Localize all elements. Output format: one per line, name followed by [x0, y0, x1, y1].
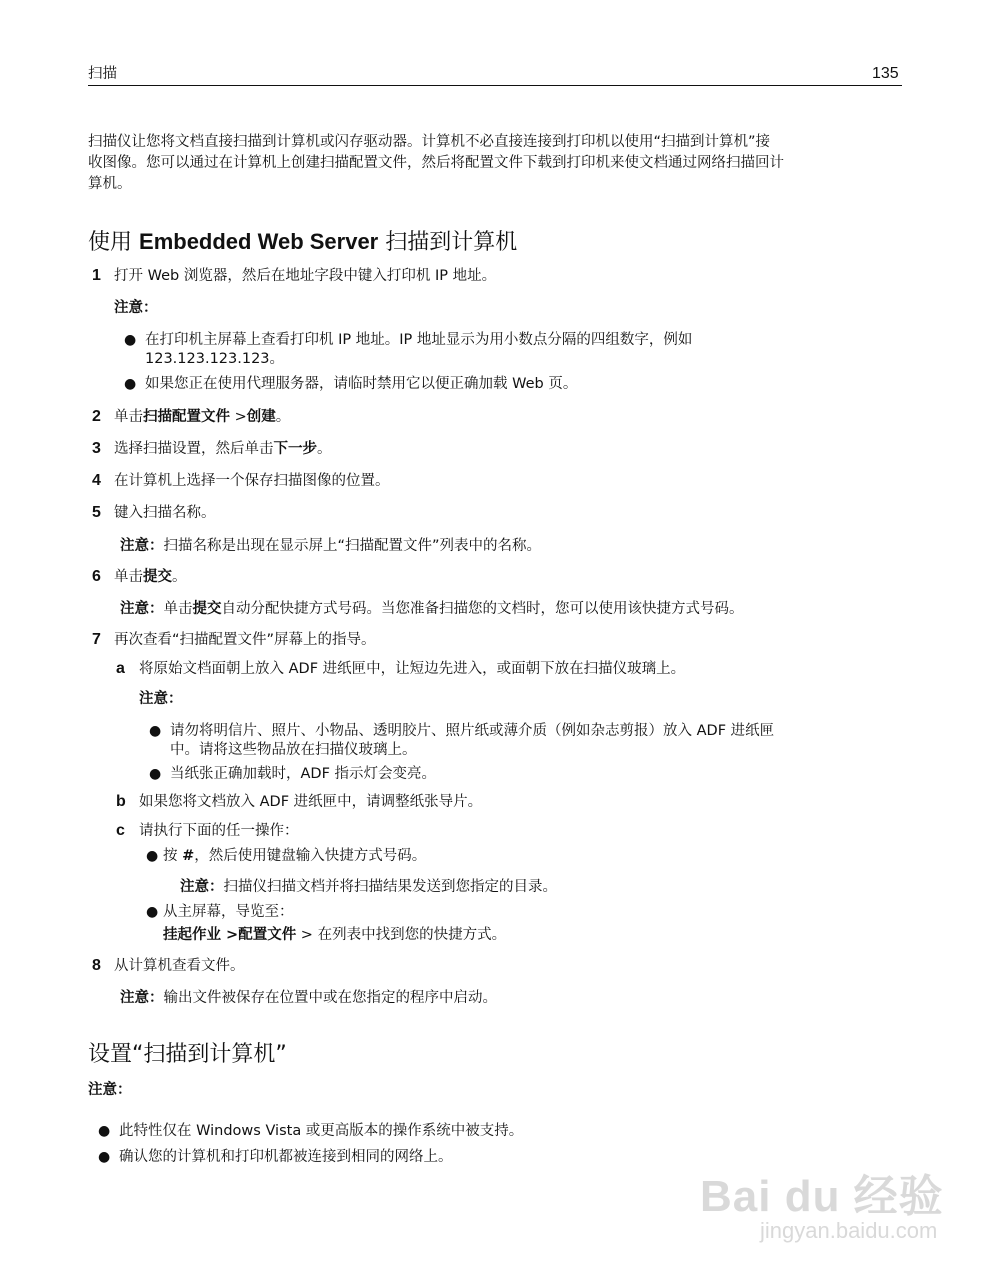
step-number: 7 [92, 631, 101, 648]
text: 单击 [114, 409, 143, 425]
note [180, 877, 557, 897]
text: > 在列表中找到您的快捷方式。 [296, 927, 507, 943]
step-text: 再次查看“扫描配置文件”屏幕上的指导。 [114, 632, 376, 648]
bullet: ● [146, 904, 159, 920]
heading-part: 使用 [88, 230, 133, 255]
substep-letter: a [116, 660, 125, 677]
note [120, 536, 541, 556]
text: 自动分配快捷方式号码。当您准备扫描您的文档时，您可以使用该快捷方式号码。 [221, 601, 744, 617]
running-header-section: 扫描 [88, 66, 117, 82]
page-number: 135 [872, 65, 899, 82]
note-label: 注意： [88, 1082, 132, 1098]
step-number: 4 [92, 472, 101, 489]
bullet: ● [98, 1149, 111, 1165]
bullet-text [163, 846, 426, 866]
key: # [182, 848, 195, 864]
note-label: 注意： [180, 879, 224, 895]
substep-letter: c [116, 822, 125, 839]
ui-term: 提交 [143, 569, 172, 585]
step-text [114, 439, 332, 459]
note [120, 599, 744, 619]
bullet: ● [124, 376, 137, 392]
text: > [230, 409, 247, 425]
step-text: 从计算机查看文件。 [114, 958, 245, 974]
watermark-url: jingyan.baidu.com [760, 1218, 938, 1243]
step-number: 8 [92, 957, 101, 974]
bullet-text: 此特性仅在 Windows Vista 或更高版本的操作系统中被支持。 [119, 1123, 524, 1139]
step-number: 5 [92, 504, 101, 521]
bullet-text: 确认您的计算机和打印机都被连接到相同的网络上。 [119, 1149, 453, 1165]
heading-part: 扫描到计算机 [385, 230, 518, 255]
note [120, 988, 497, 1008]
step-number: 6 [92, 568, 101, 585]
note-label: 注意： [114, 300, 158, 316]
ui-term: 创建 [246, 409, 276, 425]
bullet-text: 123.123.123.123。 [145, 351, 285, 367]
ui-term: 下一步 [273, 441, 317, 457]
bullet-text: 在打印机主屏幕上查看打印机 IP 地址。IP 地址显示为用小数点分隔的四组数字，例如 [145, 332, 693, 348]
bullet: ● [149, 723, 162, 739]
watermark-logo: Bai du 经验 [700, 1172, 944, 1221]
intro-line: 扫描仪让您将文档直接扫描到计算机或闪存驱动器。计算机不必直接连接到打印机以使用“扫描到计算机”接 [88, 134, 771, 150]
substep-letter: b [116, 793, 126, 810]
note-label: 注意： [139, 691, 183, 707]
bullet: ● [124, 332, 137, 348]
step-text: 键入扫描名称。 [114, 505, 216, 521]
section-heading [88, 228, 517, 257]
bullet-text: 请勿将明信片、照片、小物品、透明胶片、照片纸或薄介质（例如杂志剪报）放入 ADF 进纸匣 [170, 723, 775, 739]
header-rule [88, 85, 902, 86]
intro-line: 收图像。您可以通过在计算机上创建扫描配置文件，然后将配置文件下载到打印机来使文档通过网络扫描回计 [88, 155, 784, 171]
heading-part: Embedded Web Server [139, 229, 379, 254]
ui-term: 配置文件 [238, 927, 297, 943]
note-text: 扫描仪扫描文档并将扫描结果发送到您指定的目录。 [223, 879, 557, 895]
baidu-jingyan-watermark [700, 1160, 944, 1243]
ui-term: 提交 [192, 601, 222, 617]
note-text: 扫描名称是出现在显示屏上“扫描配置文件”列表中的名称。 [163, 538, 542, 554]
note-text: 输出文件被保存在位置中或在您指定的程序中启动。 [163, 990, 497, 1006]
intro-line: 算机。 [88, 176, 132, 192]
note-label: 注意： [120, 601, 164, 617]
text: 。 [275, 409, 291, 425]
text: 。 [317, 441, 332, 457]
bullet-text: 从主屏幕，导览至： [163, 904, 294, 920]
navigation-path [163, 925, 506, 945]
note-label: 注意： [120, 990, 164, 1006]
bullet-text: 当纸张正确加载时，ADF 指示灯会变亮。 [170, 766, 437, 782]
bullet-text: 如果您正在使用代理服务器，请临时禁用它以便正确加载 Web 页。 [145, 376, 578, 392]
text: 按 [163, 848, 183, 864]
step-number: 3 [92, 440, 101, 457]
text: ，然后使用键盘输入快捷方式号码。 [194, 848, 427, 864]
step-number: 1 [92, 267, 101, 284]
bullet-text: 中。请将这些物品放在扫描仪玻璃上。 [170, 742, 417, 758]
bullet: ● [98, 1123, 111, 1139]
bullet: ● [149, 766, 162, 782]
text: 单击 [163, 601, 193, 617]
substep-text: 如果您将文档放入 ADF 进纸匣中，请调整纸张导片。 [139, 794, 483, 810]
text: 选择扫描设置，然后单击 [114, 441, 274, 457]
note-label: 注意： [120, 538, 164, 554]
step-text [114, 567, 187, 587]
bullet: ● [146, 848, 159, 864]
section-heading: 设置“扫描到计算机” [88, 1042, 287, 1067]
text: 单击 [114, 569, 143, 585]
step-text: 打开 Web 浏览器，然后在地址字段中键入打印机 IP 地址。 [114, 268, 497, 284]
substep-text: 将原始文档面朝上放入 ADF 进纸匣中，让短边先进入，或面朝下放在扫描仪玻璃上。 [139, 661, 686, 677]
substep-text: 请执行下面的任一操作： [139, 823, 299, 839]
text: > [221, 927, 239, 943]
step-text: 在计算机上选择一个保存扫描图像的位置。 [114, 473, 390, 489]
step-text [114, 407, 290, 427]
ui-term: 挂起作业 [163, 927, 221, 943]
text: 。 [172, 569, 187, 585]
ui-term: 扫描配置文件 [143, 409, 230, 425]
step-number: 2 [92, 408, 101, 425]
